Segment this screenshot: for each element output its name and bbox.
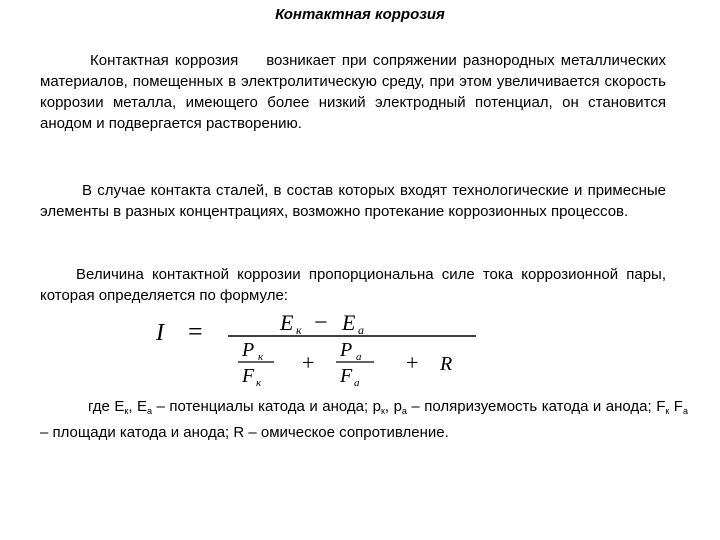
legend-part-4: , р — [384, 398, 402, 415]
legend-part-3: – потенциалы катода и анода; р — [152, 398, 381, 415]
legend-part-5: – поляризуемость катода и анода; F — [406, 398, 666, 415]
term-lead: Контактная коррозия — [90, 52, 239, 69]
paragraph-steels: В случае контакта сталей, в состав которых входят технологические и примесные элементы в разных концентрациях, возможно протекание коррозионных процессов. — [40, 182, 666, 220]
legend-sub-3: к — [380, 406, 385, 416]
page-title: Контактная коррозия — [275, 6, 445, 23]
numerator-e-cathode: E — [280, 310, 294, 335]
current-formula — [148, 306, 488, 388]
numerator-e-anode: E — [342, 310, 356, 335]
numerator-sub-k: к — [296, 323, 302, 337]
p-anode-sub: а — [356, 351, 362, 363]
paragraph-definition — [40, 50, 666, 134]
legend-sub-2: а — [147, 406, 153, 416]
f-cathode-sub: к — [256, 377, 262, 388]
legend-sub-1: к — [124, 406, 129, 416]
legend-part-7: – площади катода и анода; R – омическое сопротивление. — [40, 424, 449, 441]
f-anode: F — [340, 365, 353, 387]
f-cathode: F — [242, 365, 255, 387]
resistance-r: R — [440, 353, 453, 375]
p-cathode-sub: к — [258, 351, 264, 363]
numerator-sub-a: а — [358, 323, 364, 337]
legend-part-2: , E — [128, 398, 147, 415]
paragraph-legend — [40, 396, 688, 443]
numerator-minus: − — [314, 310, 328, 336]
f-anode-sub: а — [354, 377, 360, 388]
legend-sub-5: к — [665, 406, 670, 416]
formula-lhs: I — [156, 320, 164, 346]
formula-equals: = — [188, 317, 203, 346]
plus-1: + — [302, 350, 315, 375]
plus-2: + — [406, 350, 419, 375]
definition-text: возникает при сопряжении разнородных металлических материалов, помещенных в электролитическую среду, при этом увеличивается скорость коррозии металла, имеющего более низкий электродный потенциал, он становится анодом и подвергается растворению. — [40, 52, 666, 132]
formula-svg — [148, 306, 488, 388]
p-cathode: P — [242, 339, 255, 361]
legend-sub-4: а — [401, 406, 407, 416]
paragraph-magnitude: Величина контактной коррозии пропорциональна силе тока коррозионной пары, которая определяется по формуле: — [40, 266, 666, 304]
legend-sub-6: а — [682, 406, 688, 416]
legend-part-6: F — [669, 398, 683, 415]
legend-part-1: где E — [88, 398, 125, 415]
p-anode: P — [340, 339, 353, 361]
